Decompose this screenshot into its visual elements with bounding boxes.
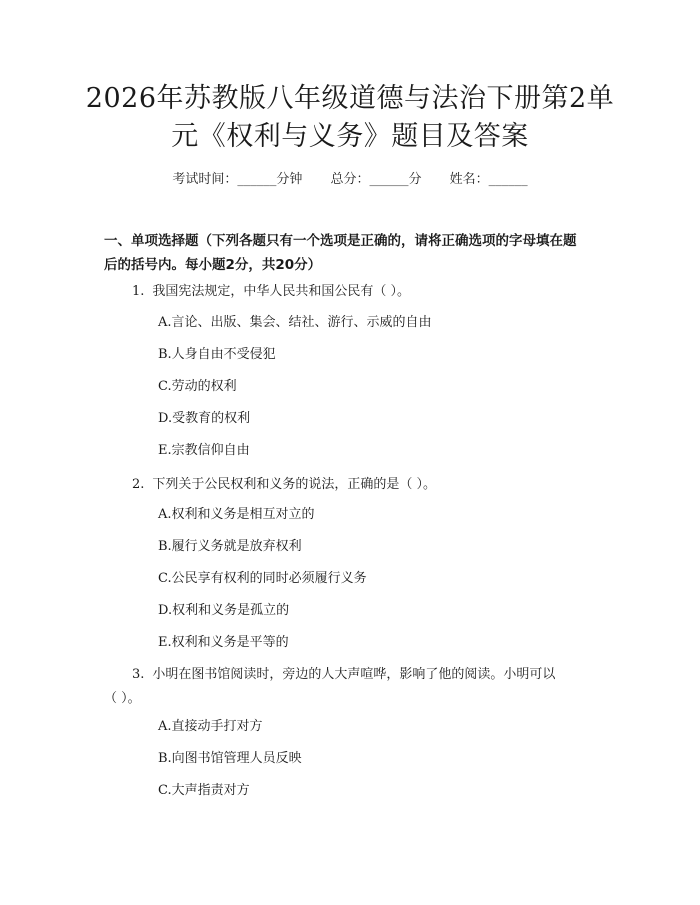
option-1d: D.受教育的权利 [158, 411, 251, 426]
title-line-1: 2026年苏教版八年级道德与法治下册第2单 [85, 83, 615, 114]
question-3-continuation: （ ）。 [104, 691, 141, 706]
exam-total-score: 总分：______分 [330, 172, 422, 187]
option-3b: B.向图书馆管理人员反映 [158, 751, 302, 766]
question-number: 1. [132, 284, 145, 299]
section-heading-line-2: 后的括号内。每小题2分，共20分） [104, 257, 322, 273]
option-2b: B.履行义务就是放弃权利 [158, 539, 302, 554]
option-2e: E.权利和义务是平等的 [158, 635, 289, 650]
option-1a: A.言论、出版、集会、结社、游行、示威的自由 [158, 315, 432, 330]
question-2 [132, 473, 436, 497]
section-heading [104, 229, 604, 277]
document-title [80, 80, 620, 156]
question-1 [132, 280, 410, 304]
exam-name: 姓名：______ [449, 172, 528, 187]
option-1e: E.宗教信仰自由 [158, 443, 250, 458]
title-line-2: 元《权利与义务》题目及答案 [171, 121, 529, 152]
option-3a: A.直接动手打对方 [158, 719, 263, 734]
question-3 [132, 663, 592, 687]
question-number: 3. [132, 667, 145, 682]
option-2c: C.公民享有权利的同时必须履行义务 [158, 571, 367, 586]
option-1c: C.劳动的权利 [158, 379, 237, 394]
question-text: 下列关于公民权利和义务的说法，正确的是（ ）。 [152, 477, 437, 492]
option-2d: D.权利和义务是孤立的 [158, 603, 290, 618]
option-2a: A.权利和义务是相互对立的 [158, 507, 315, 522]
option-1b: B.人身自由不受侵犯 [158, 347, 276, 362]
exam-time: 考试时间：______分钟 [172, 172, 303, 187]
exam-meta [0, 168, 700, 187]
question-text: 我国宪法规定，中华人民共和国公民有（ ）。 [152, 284, 411, 299]
question-text-line-1: 小明在图书馆阅读时，旁边的人大声喧哗，影响了他的阅读。小明可以 [152, 667, 556, 682]
option-3c: C.大声指责对方 [158, 783, 250, 798]
section-heading-line-1: 一、单项选择题（下列各题只有一个选项是正确的，请将正确选项的字母填在题 [104, 233, 577, 249]
question-number: 2. [132, 477, 145, 492]
